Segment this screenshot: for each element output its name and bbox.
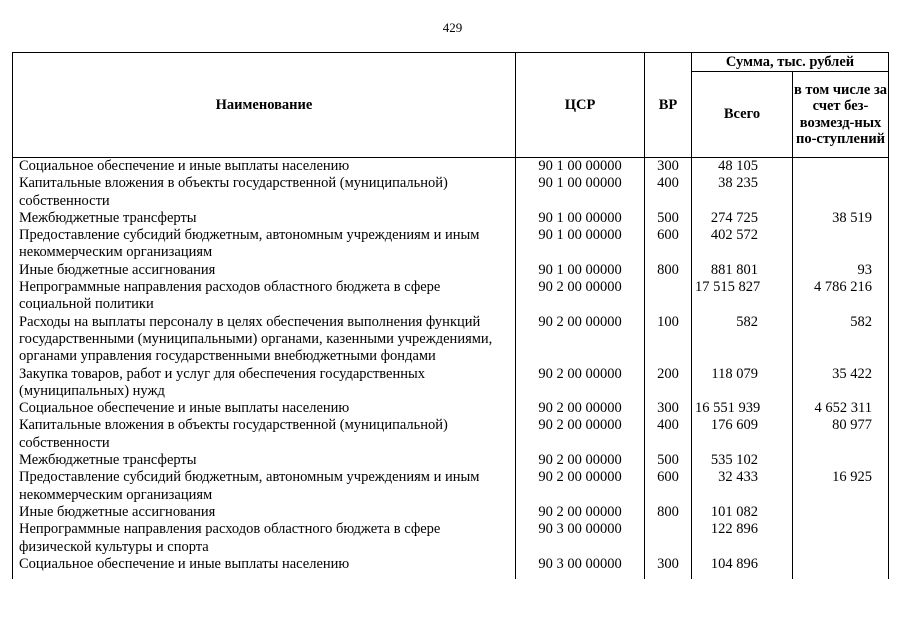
row-total: 104 896	[692, 556, 793, 579]
row-name: Социальное обеспечение и иные выплаты населению	[13, 400, 516, 417]
row-total: 118 079	[692, 366, 793, 401]
row-free: 16 925	[793, 469, 889, 504]
table-row	[13, 556, 889, 579]
header-name: Наименование	[13, 53, 516, 158]
row-free	[793, 227, 889, 262]
row-name: Предоставление субсидий бюджетным, автономным учреждениям и иным некоммерческим организациям	[13, 469, 516, 504]
table-row	[13, 227, 889, 262]
row-free	[793, 556, 889, 579]
row-free: 38 519	[793, 210, 889, 227]
table-row	[13, 279, 889, 314]
row-vr	[645, 279, 692, 314]
row-total: 48 105	[692, 158, 793, 176]
row-vr: 300	[645, 400, 692, 417]
header-free: в том числе за счет без-возмезд-ных по-ступлений	[793, 72, 889, 158]
row-vr: 600	[645, 469, 692, 504]
table-row	[13, 210, 889, 227]
row-total: 17 515 827	[692, 279, 793, 314]
row-total: 274 725	[692, 210, 793, 227]
header-sum: Сумма, тыс. рублей	[692, 53, 889, 72]
header-total: Всего	[692, 72, 793, 158]
row-vr: 500	[645, 210, 692, 227]
row-vr: 300	[645, 158, 692, 176]
row-vr: 400	[645, 175, 692, 210]
table-row	[13, 314, 889, 366]
row-csr: 90 2 00 00000	[516, 452, 645, 469]
row-csr: 90 1 00 00000	[516, 262, 645, 279]
row-name: Непрограммные направления расходов областного бюджета в сфере социальной политики	[13, 279, 516, 314]
row-csr: 90 2 00 00000	[516, 417, 645, 452]
table-row	[13, 366, 889, 401]
row-csr: 90 2 00 00000	[516, 279, 645, 314]
row-vr: 800	[645, 262, 692, 279]
header-csr: ЦСР	[516, 53, 645, 158]
row-csr: 90 1 00 00000	[516, 227, 645, 262]
row-csr: 90 3 00 00000	[516, 521, 645, 556]
row-total: 122 896	[692, 521, 793, 556]
row-vr: 100	[645, 314, 692, 366]
row-name: Межбюджетные трансферты	[13, 210, 516, 227]
page-number: 429	[442, 20, 463, 35]
budget-table	[12, 52, 889, 579]
row-total: 32 433	[692, 469, 793, 504]
row-name: Непрограммные направления расходов областного бюджета в сфере физической культуры и спорта	[13, 521, 516, 556]
row-csr: 90 1 00 00000	[516, 210, 645, 227]
row-name: Иные бюджетные ассигнования	[13, 262, 516, 279]
table-row	[13, 175, 889, 210]
table-row	[13, 262, 889, 279]
row-free: 4 786 216	[793, 279, 889, 314]
row-total: 881 801	[692, 262, 793, 279]
row-free	[793, 175, 889, 210]
table-row	[13, 400, 889, 417]
row-name: Предоставление субсидий бюджетным, автономным учреждениям и иным некоммерческим организациям	[13, 227, 516, 262]
row-name: Социальное обеспечение и иные выплаты населению	[13, 158, 516, 176]
row-free	[793, 158, 889, 176]
row-csr: 90 2 00 00000	[516, 469, 645, 504]
row-csr: 90 3 00 00000	[516, 556, 645, 579]
row-name: Межбюджетные трансферты	[13, 452, 516, 469]
row-csr: 90 2 00 00000	[516, 504, 645, 521]
row-csr: 90 1 00 00000	[516, 175, 645, 210]
row-name: Капитальные вложения в объекты государственной (муниципальной) собственности	[13, 175, 516, 210]
table-row	[13, 521, 889, 556]
row-vr: 400	[645, 417, 692, 452]
table-row	[13, 504, 889, 521]
row-csr: 90 2 00 00000	[516, 400, 645, 417]
row-free: 4 652 311	[793, 400, 889, 417]
row-total: 101 082	[692, 504, 793, 521]
row-free	[793, 504, 889, 521]
row-vr: 300	[645, 556, 692, 579]
row-free	[793, 521, 889, 556]
row-csr: 90 2 00 00000	[516, 366, 645, 401]
row-free	[793, 452, 889, 469]
table-row	[13, 452, 889, 469]
row-total: 38 235	[692, 175, 793, 210]
row-csr: 90 1 00 00000	[516, 158, 645, 176]
table-row	[13, 417, 889, 452]
row-total: 16 551 939	[692, 400, 793, 417]
row-vr	[645, 521, 692, 556]
row-total: 535 102	[692, 452, 793, 469]
row-vr: 200	[645, 366, 692, 401]
row-name: Расходы на выплаты персоналу в целях обеспечения выполнения функций государственными (муниципальными) органами, казенными учреждениями, органами управления государственными внебюджетными фондами	[13, 314, 516, 366]
row-free: 80 977	[793, 417, 889, 452]
row-free: 35 422	[793, 366, 889, 401]
row-total: 402 572	[692, 227, 793, 262]
row-total: 176 609	[692, 417, 793, 452]
row-name: Иные бюджетные ассигнования	[13, 504, 516, 521]
row-name: Социальное обеспечение и иные выплаты населению	[13, 556, 516, 579]
row-total: 582	[692, 314, 793, 366]
row-csr: 90 2 00 00000	[516, 314, 645, 366]
row-free: 93	[793, 262, 889, 279]
table-row	[13, 158, 889, 176]
row-vr: 500	[645, 452, 692, 469]
header-vr: ВР	[645, 53, 692, 158]
row-vr: 800	[645, 504, 692, 521]
row-name: Капитальные вложения в объекты государственной (муниципальной) собственности	[13, 417, 516, 452]
row-vr: 600	[645, 227, 692, 262]
table-row	[13, 469, 889, 504]
row-name: Закупка товаров, работ и услуг для обеспечения государственных (муниципальных) нужд	[13, 366, 516, 401]
row-free: 582	[793, 314, 889, 366]
